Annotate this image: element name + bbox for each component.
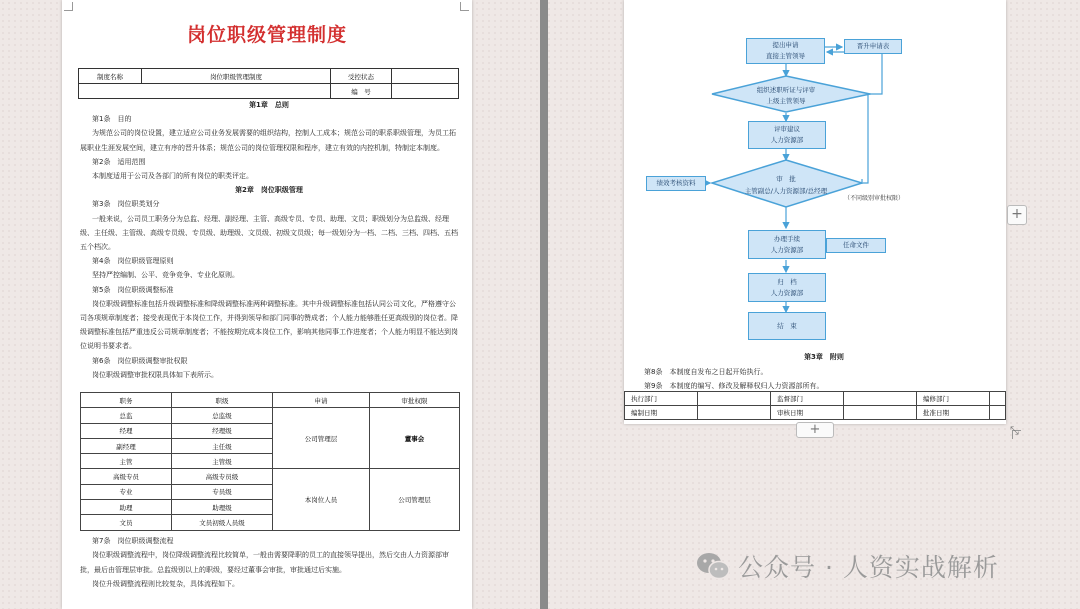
page-corner-mark — [64, 2, 73, 11]
meta-number-value — [392, 84, 459, 99]
flow-decision-review — [712, 76, 870, 112]
table-cell: 经理级 — [172, 423, 273, 438]
meta-status-value — [392, 69, 459, 84]
meta-name-value: 岗位职级管理制度 — [142, 69, 331, 84]
paragraph: 为规范公司的岗位设置，建立适应公司业务发展需要的组织结构，控制人工成本；规范公司的职系职级管理，为员工拓展职业生涯发展空间，建立有序的晋升体系；规范公司的岗位管理权限和程序，建立有效的内控机制，特制定本制度。 — [80, 129, 456, 152]
table-header: 职务 — [81, 393, 172, 408]
chapter-heading: 第2章 岗位职级管理 — [235, 186, 303, 195]
flow-node-archive — [748, 273, 826, 302]
meta-empty-cell — [79, 84, 331, 99]
flow-node-promotion-form — [844, 39, 902, 54]
chapter-heading: 第3章 附则 — [804, 353, 844, 361]
article-heading: 第1条 目的 — [92, 115, 132, 124]
document-body-tail — [80, 534, 458, 591]
add-page-plus-button[interactable]: + — [796, 422, 834, 438]
watermark-text: 公众号 · 人资实战解析 — [738, 553, 999, 582]
paragraph: 岗位职级调整审批权限具体如下表所示。 — [92, 370, 218, 379]
flow-node-text: 绩效考核资料 — [656, 179, 696, 187]
article-heading: 第6条 岗位职级调整审批权限 — [92, 356, 188, 365]
paragraph: 本制度适用于公司及各部门的所有岗位的职类评定。 — [92, 172, 253, 181]
table-header: 申请 — [273, 393, 370, 408]
table-header: 审批权限 — [370, 393, 460, 408]
add-section-plus-button[interactable]: + — [1007, 205, 1027, 225]
meta-status-label: 受控状态 — [331, 69, 392, 84]
flow-review-line2: 上级主管领导 — [766, 97, 806, 105]
meta-table — [78, 68, 459, 99]
flow-node-appointment — [826, 238, 886, 253]
table-cell: 副经理 — [81, 438, 172, 453]
meta-number-label: 编 号 — [331, 84, 392, 99]
article-8: 第8条 本制度自发布之日起开始执行。 — [644, 367, 768, 376]
table-cell: 主管 — [81, 454, 172, 469]
flow-node-text: 结 束 — [777, 321, 797, 330]
flow-node-text: 任命文件 — [843, 241, 869, 249]
flow-node-text: 人力资源部 — [770, 288, 804, 297]
right-page-body — [644, 350, 1004, 394]
wechat-icon — [696, 551, 730, 581]
table-cell: 经理 — [81, 423, 172, 438]
table-cell: 文员 — [81, 515, 172, 530]
article-9: 第9条 本制度的编写、修改及解释权归人力资源部所有。 — [644, 382, 824, 390]
paragraph: 岗位职级调整标准包括升级调整标准和降级调整标准两种调整标准。其中升级调整标准包括认同公司文化，严格遵守公司各项规章制度者；接受表现优于本岗位工作，并得到领导和部门同事的赞成者；个人能力能够胜任更高级别的岗位者。降级调整标准包括严重违反公司规章制度者；不能按期完成本岗位工作，影响其他同事工作进度者；个人能力明显不能达到岗位说明书要求者。 — [80, 299, 458, 351]
table-cell: 董事会 — [370, 408, 460, 469]
flow-node-performance — [646, 176, 706, 191]
paragraph: 坚持严控编制、公平、竞争竞争、专业化原则。 — [92, 271, 239, 280]
table-cell — [990, 392, 1006, 406]
table-cell: 文员初级人员级 — [172, 515, 273, 530]
table-cell: 执行部门 — [625, 392, 698, 406]
flow-node-text: 办理手续 — [774, 234, 800, 243]
flow-node-text: 人力资源部 — [770, 136, 804, 144]
flow-node-text: 直接主管领导 — [766, 52, 805, 60]
flow-review-line1: 组织述职听证与评审 — [756, 86, 816, 94]
table-cell: 审核日期 — [771, 406, 844, 420]
paragraph: 岗位升级调整流程则比较复杂，具体流程如下。 — [92, 579, 239, 588]
watermark — [696, 548, 999, 584]
resize-handle-icon[interactable]: ⤡ — [1010, 424, 1019, 437]
table-cell — [698, 392, 771, 406]
table-cell — [990, 406, 1006, 420]
article-heading: 第2条 适用范围 — [92, 157, 146, 166]
table-row — [81, 469, 460, 484]
meta-name-label: 制度名称 — [79, 69, 142, 84]
flow-approve-line2: 主管副总/人力资源部/总经理 — [744, 187, 828, 195]
table-cell: 监督部门 — [771, 392, 844, 406]
flow-node-review-suggestion — [748, 121, 826, 149]
table-cell: 高级专员级 — [172, 469, 273, 484]
flow-approve-line1: 审 批 — [776, 175, 796, 183]
table-cell — [844, 406, 917, 420]
page-corner-mark — [460, 2, 469, 11]
table-cell: 专员级 — [172, 484, 273, 499]
flow-decision-approve — [712, 160, 862, 207]
table-cell: 高级专员 — [81, 469, 172, 484]
document-page-left — [62, 0, 472, 609]
flow-node-end — [748, 312, 826, 340]
table-header: 职级 — [172, 393, 273, 408]
document-body — [80, 98, 458, 382]
article-heading: 第3条 岗位职类划分 — [92, 200, 160, 209]
paragraph: 岗位职级调整流程中，岗位降级调整流程比较简单，一般由需要降职的员工的直接领导提出，然后交由人力资源部审批，最后由管理层审批。总监级别以上的职级，要经过董事会审批，审批通过后实施。 — [80, 551, 449, 574]
article-heading: 第7条 岗位职级调整流程 — [92, 537, 174, 545]
paragraph: 一般来说，公司员工职务分为总监、经理、副经理、主管、高级专员、专员、助理、文员；职级划分为总监级、经理级、主任级、主管级、高级专员级、专员级、助理级、文员级、初级文员级；每一级划分为一档、二档、三档、四档、五档五个档次。 — [80, 214, 458, 252]
chapter-heading: 第1章 总则 — [249, 101, 289, 109]
table-cell: 专业 — [81, 484, 172, 499]
table-cell: 主任级 — [172, 438, 273, 453]
signoff-table — [624, 391, 1006, 420]
flow-node-text: 晋升申请表 — [856, 42, 890, 50]
article-heading: 第4条 岗位职级管理原则 — [92, 257, 174, 266]
page-divider — [540, 0, 548, 609]
table-cell: 助理 — [81, 500, 172, 515]
flow-node-text: 人力资源部 — [770, 245, 804, 254]
table-cell: 公司管理层 — [273, 408, 370, 469]
table-row — [81, 408, 460, 423]
table-cell: 本岗位人员 — [273, 469, 370, 530]
table-cell: 编修部门 — [917, 392, 990, 406]
approval-table — [80, 392, 460, 531]
table-cell — [698, 406, 771, 420]
document-title: 岗位职级管理制度 — [186, 24, 347, 46]
table-cell: 助理级 — [172, 500, 273, 515]
document-page-right — [624, 0, 1006, 424]
flow-node-procedures — [748, 230, 826, 259]
table-cell: 总监级 — [172, 408, 273, 423]
article-heading: 第5条 岗位职级调整标准 — [92, 285, 174, 294]
table-cell: 公司管理层 — [370, 469, 460, 530]
table-cell: 编制日期 — [625, 406, 698, 420]
flow-node-text: 提出申请 — [772, 41, 799, 49]
flow-node-apply — [746, 38, 825, 64]
flow-node-text: 评审建议 — [774, 125, 800, 133]
flow-approve-note: （不同级别审批权限） — [843, 195, 905, 202]
table-cell: 批准日期 — [917, 406, 990, 420]
table-cell: 总监 — [81, 408, 172, 423]
table-cell — [844, 392, 917, 406]
flow-node-text: 归 档 — [777, 277, 797, 286]
table-cell: 主管级 — [172, 454, 273, 469]
